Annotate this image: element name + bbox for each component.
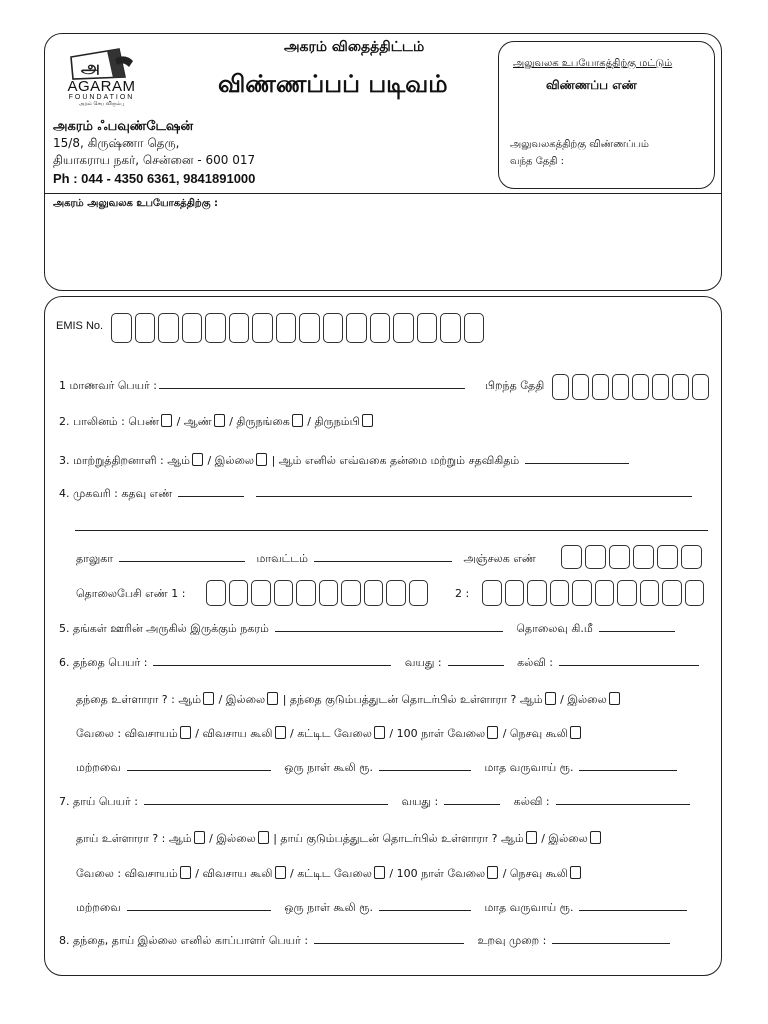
phone2-digit-box[interactable] <box>550 580 570 606</box>
phone1-digit-box[interactable] <box>274 580 294 606</box>
disability-no-checkbox[interactable] <box>256 453 267 466</box>
phone2-digit-box[interactable] <box>595 580 615 606</box>
father-job-weaving-checkbox[interactable] <box>570 726 581 739</box>
pincode-digit-box[interactable] <box>585 545 606 569</box>
father-job-construction-checkbox[interactable] <box>374 726 385 739</box>
emis-digit-box[interactable] <box>393 313 414 343</box>
father-alive-no-checkbox[interactable] <box>267 692 278 705</box>
emis-digit-box[interactable] <box>417 313 438 343</box>
agaram-logo <box>59 45 144 107</box>
gender-male-label: / ஆண் <box>176 415 212 428</box>
distance-field[interactable] <box>599 631 675 632</box>
mother-daily-wage-label: ஒரு நாள் கூலி ரூ. <box>284 901 373 914</box>
logo-tagline: அறம் செய விரும்பு <box>78 101 125 107</box>
phone2-digit-box[interactable] <box>527 580 547 606</box>
phone2-label: 2 : <box>455 587 470 600</box>
emis-digit-box[interactable] <box>205 313 226 343</box>
address-line-2-field[interactable] <box>75 530 708 531</box>
dob-digit-box[interactable] <box>652 374 669 400</box>
org-address-1: 15/8, கிருஷ்ணா தெரு, <box>53 136 180 150</box>
father-daily-wage-field[interactable] <box>379 770 471 771</box>
dob-digit-box[interactable] <box>672 374 689 400</box>
father-others-field[interactable] <box>127 770 271 771</box>
father-contact-no-label: / இல்லை <box>560 693 607 706</box>
q7-label: 7. தாய் பெயர் : <box>59 795 138 808</box>
address-line-1-field[interactable] <box>256 496 692 497</box>
phone2-digit-box[interactable] <box>640 580 660 606</box>
phone1-digit-box[interactable] <box>251 580 271 606</box>
scheme-name: அகரம் விதைத்திட்டம் <box>284 39 425 55</box>
nearest-town-field[interactable] <box>275 631 503 632</box>
mother-contact-no-label: / இல்லை <box>541 832 588 845</box>
father-income-row <box>76 762 679 773</box>
father-alive-no-label: / இல்லை <box>218 693 266 706</box>
father-job-agri-labour-label: / விவசாய கூலி <box>195 727 273 740</box>
mother-job-weaving-label: / நெசவு கூலி <box>502 867 568 880</box>
father-education-label: கல்வி : <box>517 656 554 669</box>
mother-job-nrega-label: / 100 நாள் வேலை <box>389 867 486 880</box>
pincode-digit-box[interactable] <box>561 545 582 569</box>
mother-education-label: கல்வி : <box>513 795 550 808</box>
mother-contact-no-checkbox[interactable] <box>590 831 601 844</box>
emis-digit-box[interactable] <box>370 313 391 343</box>
emis-digit-box[interactable] <box>135 313 156 343</box>
father-name-field[interactable] <box>153 665 391 666</box>
father-alive-row <box>76 692 621 705</box>
q5-label: 5. தங்கள் ஊரின் அருகில் இருக்கும் நகரம் <box>59 622 269 635</box>
q5-nearest-town <box>59 623 677 634</box>
phone1-input-boxes[interactable] <box>206 580 431 606</box>
phone2-digit-box[interactable] <box>685 580 705 606</box>
emis-digit-box[interactable] <box>276 313 297 343</box>
district-field[interactable] <box>314 561 452 562</box>
disability-yes-checkbox[interactable] <box>192 453 203 466</box>
father-contact-yes-checkbox[interactable] <box>545 692 556 705</box>
student-name-field[interactable] <box>159 388 465 389</box>
mother-job-agri-labour-label: / விவசாய கூலி <box>195 867 273 880</box>
q4-address <box>59 488 694 499</box>
father-age-field[interactable] <box>448 665 504 666</box>
emis-digit-box[interactable] <box>299 313 320 343</box>
phone1-digit-box[interactable] <box>319 580 339 606</box>
father-daily-wage-label: ஒரு நாள் கூலி ரூ. <box>284 761 373 774</box>
q2-gender <box>59 414 374 427</box>
q4-label: 4. முகவரி : கதவு எண் <box>59 487 173 500</box>
dob-digit-box[interactable] <box>572 374 589 400</box>
phone1-label: தொலைபேசி எண் 1 : <box>76 587 186 600</box>
gender-trans-woman-label: / திருநங்கை <box>229 415 290 428</box>
emis-digit-box[interactable] <box>440 313 461 343</box>
mother-name-field[interactable] <box>144 804 388 805</box>
dob-digit-box[interactable] <box>552 374 569 400</box>
phone1-digit-box[interactable] <box>229 580 249 606</box>
father-contact-label: | தந்தை குடும்பத்துடன் தொடர்பில் உள்ளாரா ? ஆம் <box>282 693 543 706</box>
mother-others-label: மற்றவை <box>76 901 121 914</box>
form-title: விண்ணப்பப் படிவம் <box>218 70 448 98</box>
mother-alive-no-label: / இல்லை <box>209 832 256 845</box>
office-only-label: அலுவலக உபயோகத்திற்கு மட்டும் <box>513 58 673 69</box>
mother-daily-wage-field[interactable] <box>379 910 471 911</box>
pincode-digit-box[interactable] <box>633 545 654 569</box>
org-address-2: தியாகராய நகர், சென்னை - 600 017 <box>53 153 256 167</box>
emis-digit-box[interactable] <box>464 313 485 343</box>
phone1-digit-box[interactable] <box>364 580 384 606</box>
dob-label: பிறந்த தேதி <box>485 379 545 392</box>
disability-detail-label: | ஆம் எனில் எவ்வகை தன்மை மற்றும் சதவிகிதம் <box>271 454 520 467</box>
father-job-agri-labour-checkbox[interactable] <box>275 726 286 739</box>
mother-income-row <box>76 902 689 913</box>
pincode-digit-box[interactable] <box>609 545 630 569</box>
mother-monthly-income-label: மாத வருவாய் ரூ. <box>484 901 574 914</box>
gender-trans-woman-checkbox[interactable] <box>292 414 303 427</box>
pincode-digit-box[interactable] <box>657 545 678 569</box>
q6-label: 6. தந்தை பெயர் : <box>59 656 148 669</box>
q2-label: 2. பாலினம் : பெண் <box>59 415 160 428</box>
distance-label: தொலைவு கி.மீ <box>516 622 593 635</box>
mother-job-agri-labour-checkbox[interactable] <box>275 866 286 879</box>
phone1-digit-box[interactable] <box>341 580 361 606</box>
emis-digit-box[interactable] <box>229 313 250 343</box>
disability-no-label: / இல்லை <box>207 454 255 467</box>
emis-digit-box[interactable] <box>158 313 179 343</box>
guardian-relation-label: உறவு முறை : <box>477 934 547 947</box>
father-alive-yes-checkbox[interactable] <box>203 692 214 705</box>
mother-alive-no-checkbox[interactable] <box>258 831 269 844</box>
emis-digit-box[interactable] <box>252 313 273 343</box>
dob-input-boxes[interactable] <box>552 374 712 400</box>
phone2-digit-box[interactable] <box>617 580 637 606</box>
emis-digit-box[interactable] <box>111 313 132 343</box>
dob-digit-box[interactable] <box>692 374 709 400</box>
emis-digit-box[interactable] <box>182 313 203 343</box>
q3-label: 3. மாற்றுத்திறனாளி : ஆம் <box>59 454 190 467</box>
guardian-relation-field[interactable] <box>552 943 670 944</box>
gender-female-checkbox[interactable] <box>161 414 172 427</box>
header-divider <box>45 193 721 194</box>
emis-label: EMIS No. <box>56 320 104 332</box>
gender-male-checkbox[interactable] <box>214 414 225 427</box>
phone2-digit-box[interactable] <box>662 580 682 606</box>
mother-others-field[interactable] <box>127 910 271 911</box>
mother-monthly-income-field[interactable] <box>579 910 687 911</box>
received-date-label-1: அலுவலகத்திற்கு விண்ணப்பம் <box>510 139 649 150</box>
mother-education-field[interactable] <box>556 804 690 805</box>
mother-job-construction-label: / கட்டிட வேலை <box>290 867 372 880</box>
mother-alive-label: தாய் உள்ளாரா ? : ஆம் <box>76 832 192 845</box>
taluk-label: தாலுகா <box>76 552 114 565</box>
pincode-digit-box[interactable] <box>681 545 702 569</box>
mother-contact-label: | தாய் குடும்பத்துடன் தொடர்பில் உள்ளாரா ? ஆம் <box>273 832 524 845</box>
door-number-field[interactable] <box>178 496 244 497</box>
emis-digit-box[interactable] <box>323 313 344 343</box>
q8-guardian <box>59 935 672 946</box>
father-education-field[interactable] <box>559 665 699 666</box>
pincode-input-boxes[interactable] <box>561 545 705 569</box>
taluk-district-row <box>76 553 536 564</box>
logo-name: AGARAM <box>67 78 136 95</box>
mother-contact-yes-checkbox[interactable] <box>526 831 537 844</box>
father-job-construction-label: / கட்டிட வேலை <box>290 727 372 740</box>
gender-trans-man-label: / திருநம்பி <box>307 415 360 428</box>
logo-glyph: அ <box>81 58 100 78</box>
received-date-label-2: வந்த தேதி : <box>510 156 565 167</box>
phone1-digit-box[interactable] <box>206 580 226 606</box>
emis-digit-box[interactable] <box>346 313 367 343</box>
emis-input-boxes[interactable] <box>111 313 487 343</box>
q7-mother <box>59 796 692 807</box>
taluk-field[interactable] <box>119 561 245 562</box>
mother-job-construction-checkbox[interactable] <box>374 866 385 879</box>
phone1-digit-box[interactable] <box>409 580 429 606</box>
father-job-farming-checkbox[interactable] <box>180 726 191 739</box>
org-phone: Ph : 044 - 4350 6361, 9841891000 <box>53 171 256 186</box>
phone2-digit-box[interactable] <box>572 580 592 606</box>
father-job-label: வேலை : விவசாயம் <box>76 727 178 740</box>
mother-job-row <box>76 866 582 879</box>
phone2-digit-box[interactable] <box>482 580 502 606</box>
father-alive-label: தந்தை உள்ளாரா ? : ஆம் <box>76 693 202 706</box>
father-age-label: வயது : <box>404 656 442 669</box>
mother-age-field[interactable] <box>444 804 500 805</box>
dob-digit-box[interactable] <box>632 374 649 400</box>
phone1-digit-box[interactable] <box>386 580 406 606</box>
father-job-nrega-label: / 100 நாள் வேலை <box>389 727 486 740</box>
phone1-digit-box[interactable] <box>296 580 316 606</box>
q1-student-name <box>59 380 467 391</box>
q6-father <box>59 657 701 668</box>
father-monthly-income-label: மாத வருவாய் ரூ. <box>484 761 574 774</box>
mother-job-label: வேலை : விவசாயம் <box>76 867 178 880</box>
father-job-weaving-label: / நெசவு கூலி <box>502 727 568 740</box>
mother-age-label: வயது : <box>401 795 439 808</box>
mother-alive-row <box>76 831 602 844</box>
office-use-label: அகரம் அலுவலக உபயோகத்திற்கு : <box>53 198 218 209</box>
district-label: மாவட்டம் <box>256 552 309 565</box>
mother-job-farming-checkbox[interactable] <box>180 866 191 879</box>
q8-label: 8. தந்தை, தாய் இல்லை எனில் காப்பாளர் பெயர் : <box>59 934 309 947</box>
application-number-label: விண்ணப்ப எண் <box>546 78 637 92</box>
gender-trans-man-checkbox[interactable] <box>362 414 373 427</box>
father-others-label: மற்றவை <box>76 761 121 774</box>
org-name: அகரம் ஃபவுண்டேஷன் <box>53 119 194 134</box>
q3-disability <box>59 453 631 466</box>
mother-job-nrega-checkbox[interactable] <box>487 866 498 879</box>
mother-alive-yes-checkbox[interactable] <box>194 831 205 844</box>
q1-label: 1 மாணவர் பெயர் : <box>59 379 157 392</box>
phone2-digit-box[interactable] <box>505 580 525 606</box>
dob-digit-box[interactable] <box>592 374 609 400</box>
father-monthly-income-field[interactable] <box>579 770 677 771</box>
dob-digit-box[interactable] <box>612 374 629 400</box>
logo-sub: FOUNDATION <box>68 94 135 101</box>
phone2-input-boxes[interactable] <box>482 580 707 606</box>
mother-job-weaving-checkbox[interactable] <box>570 866 581 879</box>
guardian-name-field[interactable] <box>314 943 464 944</box>
father-job-row <box>76 726 582 739</box>
disability-detail-field[interactable] <box>525 463 629 464</box>
father-job-nrega-checkbox[interactable] <box>487 726 498 739</box>
pincode-label: அஞ்சலக எண் <box>463 552 536 565</box>
father-contact-no-checkbox[interactable] <box>609 692 620 705</box>
